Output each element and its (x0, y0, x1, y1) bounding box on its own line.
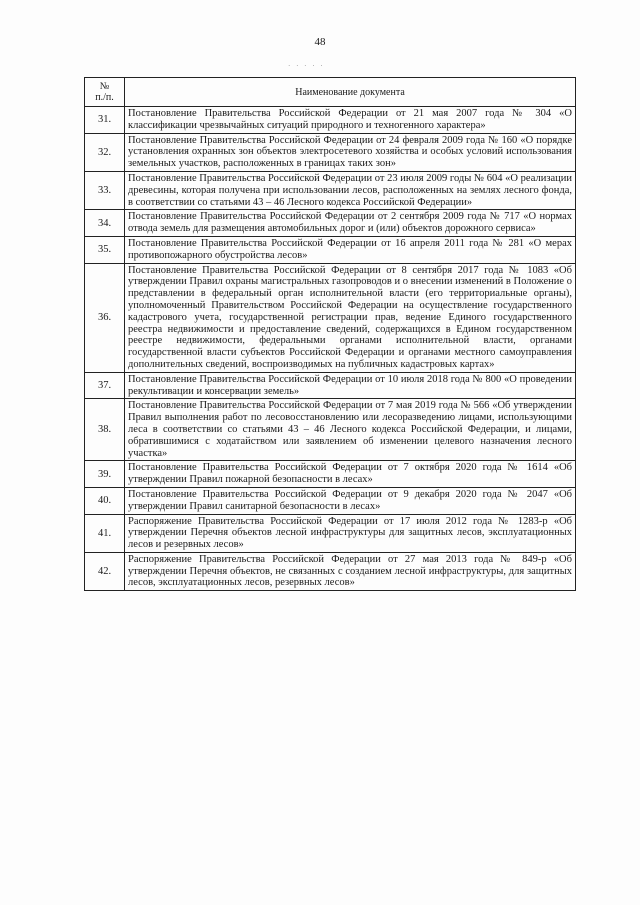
documents-table (84, 77, 576, 591)
header-name: Наименование документа (125, 78, 576, 107)
table-row (85, 514, 576, 552)
row-document-name: Постановление Правительства Российской Федерации от 9 декабря 2020 года № 2047 «Об утверждении Правил санитарной безопасности в лесах» (125, 487, 576, 514)
table-row (85, 461, 576, 488)
row-number: 31. (85, 107, 125, 134)
table-row (85, 263, 576, 372)
row-number: 36. (85, 263, 125, 372)
table-row (85, 552, 576, 590)
table-row (85, 171, 576, 209)
row-document-name: Постановление Правительства Российской Федерации от 2 сентября 2009 года № 717 «О нормах отвода земель для размещения автомобильных дорог и (или) объектов дорожного сервиса» (125, 210, 576, 237)
row-document-name: Постановление Правительства Российской Федерации от 24 февраля 2009 года № 160 «О порядке установления охранных зон объектов электросетевого хозяйства и особых условий использования земельных участков, расположенных в границах таких зон» (125, 133, 576, 171)
row-document-name: Постановление Правительства Российской Федерации от 23 июля 2009 годы № 604 «О реализации древесины, которая получена при использовании лесов, расположенных на землях лесного фонда, в соответствии со статьями 43 – 46 Лесного кодекса Российской Федерации» (125, 171, 576, 209)
table-row (85, 210, 576, 237)
row-number: 39. (85, 461, 125, 488)
row-document-name: Постановление Правительства Российской Федерации от 8 сентября 2017 года № 1083 «Об утверждении Правил охраны магистральных газопроводов и о внесении изменений в Положение о представлении в федеральный орган исполнительной власти (его территориальные органы), уполномоченный Правительством Российской Федерации на осуществление государственного кадастрового учета, государственной регистрации прав, ведение Единого государственного реестра недвижимости и предоставление сведений, содержащихся в Едином государственном реестре недвижимости, федеральными органами исполнительной власти, органами государственной власти субъектов Российской Федерации и органами местного самоуправления дополнительных сведений, воспроизводимых на публичных кадастровых картах» (125, 263, 576, 372)
row-document-name: Распоряжение Правительства Российской Федерации от 27 мая 2013 года № 849-р «Об утверждении Перечня объектов, не связанных с созданием лесной инфраструктуры, для защитных лесов, эксплуатационных лесов, резервных лесов» (125, 552, 576, 590)
row-number: 34. (85, 210, 125, 237)
table-row (85, 487, 576, 514)
row-number: 41. (85, 514, 125, 552)
table-row (85, 107, 576, 134)
row-number: 40. (85, 487, 125, 514)
row-document-name: Постановление Правительства Российской Федерации от 10 июля 2018 года № 800 «О проведении рекультивации и консервации земель» (125, 372, 576, 399)
row-document-name: Постановление Правительства Российской Федерации от 21 мая 2007 года № 304 «О классификации чрезвычайных ситуаций природного и техногенного характера» (125, 107, 576, 134)
row-number: 32. (85, 133, 125, 171)
documents-table-wrapper (84, 77, 575, 591)
table-row (85, 133, 576, 171)
table-row (85, 372, 576, 399)
table-row (85, 236, 576, 263)
row-number: 33. (85, 171, 125, 209)
header-number: № п./п. (85, 78, 125, 107)
page-number: 48 (314, 36, 326, 48)
table-row (85, 399, 576, 461)
row-number: 42. (85, 552, 125, 590)
row-document-name: Постановление Правительства Российской Федерации от 7 мая 2019 года № 566 «Об утверждении Правил выполнения работ по лесовосстановлению или лесоразведению лицами, использующими леса в соответствии со статьями 43 – 46 Лесного кодекса Российской Федерации, и лицами, обратившимися с ходатайством или заявлением об изменении целевого назначения лесного участка» (125, 399, 576, 461)
row-number: 37. (85, 372, 125, 399)
table-header-row (85, 78, 576, 107)
row-document-name: Постановление Правительства Российской Федерации от 7 октября 2020 года № 1614 «Об утверждении Правил пожарной безопасности в лесах» (125, 461, 576, 488)
row-document-name: Постановление Правительства Российской Федерации от 16 апреля 2011 года № 281 «О мерах противопожарного обустройства лесов» (125, 236, 576, 263)
scan-artifact: · · · · · (288, 62, 325, 70)
row-document-name: Распоряжение Правительства Российской Федерации от 17 июля 2012 года № 1283-р «Об утверждении Перечня объектов лесной инфраструктуры для защитных лесов, эксплуатационных лесов и резервных лесов» (125, 514, 576, 552)
row-number: 35. (85, 236, 125, 263)
table-body (85, 107, 576, 591)
row-number: 38. (85, 399, 125, 461)
